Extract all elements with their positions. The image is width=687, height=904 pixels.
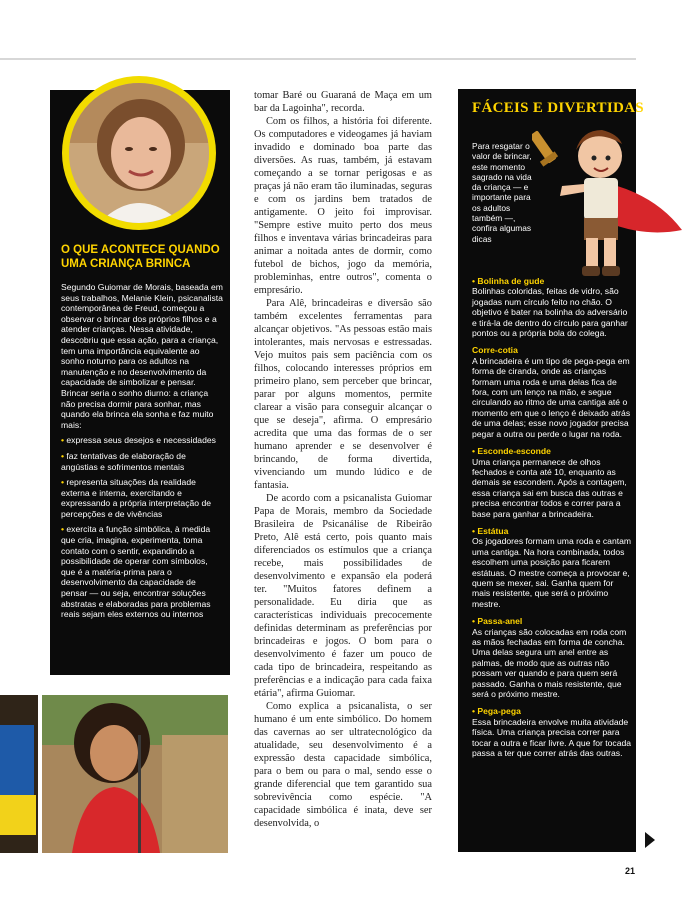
- portrait-photo: [69, 83, 209, 223]
- article-paragraph: Para Alê, brincadeiras e diversão são também excelentes ferramentas para alcançar objetivos. "As pessoas estão mais intolerantes, mais nervosas e estressadas. Vejo muitos pais sem paciência com os filhos, colocando interesses próprios em primeiro plano, sem perceber que brincar, parar por alguns momentos, permite clarear a visão para conseguir alcançar o que se deseja", afirma. O empresário acredita que uma das formas de o ser humano aprender e se desenvolver é brincando, de forma divertida, vivenciando um mundo lúdico e de fantasia.: [254, 298, 432, 491]
- game-text: Uma criança permanece de olhos fechados e conta até 10, enquanto as demais se escondem. Após a contagem, essa criança sai em busca das outras e precisa encontrar todos e correr para a base para ganhar a brincadeira.: [472, 456, 627, 519]
- portrait-frame: [62, 76, 216, 230]
- right-box-intro: Para resgatar o valor de brincar, este momento sagrado na vida da criança — e importante para os adultos também —, confira algumas dicas: [472, 141, 532, 244]
- article-paragraph: Como explica a psicanalista, o ser humano é um ente simbólico. Do homem das cavernas ao ser ultratecnológico da atualidade, seu desenvolvimento é a expressão desta capacidade simbólica, para o bem ou para o mal, sendo esse o grande diferencial que tem garantido sua sobrevivência como espécie. "A capacidade simbólica é inata, deve ser desenvolvida, o: [254, 701, 432, 829]
- game-title: • Passa-anel: [472, 616, 523, 627]
- game-item: [472, 345, 632, 439]
- left-box-bullet: • faz tentativas de elaboração de angústias e sofrimentos mentais: [61, 450, 186, 472]
- game-title: • Pega-pega: [472, 706, 521, 717]
- game-title: • Esconde-esconde: [472, 446, 551, 457]
- game-title: • Bolinha de gude: [472, 276, 545, 286]
- article-paragraph: De acordo com a psicanalista Guiomar Papa de Morais, membro da Sociedade Brasileira de Psicanálise de Ribeirão Preto, Alê está certo, pois quanto mais diferenciados os estímulos que a criança recebe, mais possibilidades de desenvolvimento e expansão ela poderá ter. "Muitos fatores definem a personalidade. Eu diria que as características individuais precocemente definidas determinam as preferências por brincadeiras e jogos. O bom para o desenvolvimento é fazer um pouco de cada tipo de brincadeira, respeitando as preferências e a indicação para cada faixa etária", afirma Guiomar.: [254, 493, 432, 699]
- child-photo: [42, 695, 228, 853]
- game-text: Os jogadores formam uma roda e cantam uma cantiga. Na hora combinada, todos escolhem uma posição para ficarem estátuas. O mestre começa a provocar e, quem se mexer, sai. Ganha quem for mais resistente, que será o próximo mestre.: [472, 536, 632, 609]
- right-box-title: FÁCEIS E DIVERTIDAS: [472, 100, 644, 116]
- page-number: 21: [625, 866, 636, 876]
- left-box-bullet: • exercita a função simbólica, à medida que cria, imagina, experimenta, toma contato com o sentir, expandindo a possibilidade de operar com símbolos, que é a matéria-prima para o desenvolvimento da capacidade de pensar — ou seja, encontrar soluções abstratas e elaboradas para problemas reais sejam eles externos ou internos: [61, 524, 211, 620]
- game-text: A brincadeira é um tipo de pega-pega em forma de ciranda, onde as crianças formam uma roda e uma delas fica de fora, com um lenço na mão, e segue circulando ao ritmo de uma cantiga até o momento em que o lenço é deixado atrás de uma delas; esse novo jogador precisa pegar a outra ou perde o lugar na roda.: [472, 355, 631, 439]
- superhero-kid-illustration: [532, 120, 682, 278]
- games-list: [472, 276, 632, 765]
- article-column: [254, 89, 432, 830]
- game-item: [472, 706, 632, 758]
- game-item: [472, 446, 632, 519]
- playground-photo: [0, 695, 38, 853]
- article-paragraph: Com os filhos, a história foi diferente. Os computadores e videogames já haviam invadido e dominado boa parte das diversões. As ruas, também, já estavam começando a se tornar perigosas e as praças já não eram tão iluminadas, seguras e com os jardins bem tratados de antigamente. O jeito foi improvisar. "Sempre estive muito perto dos meus filhos e inventava várias brincadeiras para animar a noitada antes de dormir, como futebol de bichos, jogo da memória, probleminhas, entre outros", comenta o empresário.: [254, 116, 432, 296]
- article-paragraph: tomar Baré ou Guaraná de Maça em um bar da Lagoinha", recorda.: [254, 90, 432, 114]
- left-box-body: [61, 282, 223, 625]
- left-box-bullet: • representa situações da realidade externa e interna, exercitando e expressando a própria interpretação de percepções e de vivências: [61, 477, 212, 519]
- left-box-bullet: • expressa seus desejos e necessidades: [61, 435, 216, 446]
- left-box-paragraph: Segundo Guiomar de Morais, baseada em seus trabalhos, Melanie Klein, psicanalista contemporânea de Freud, começou a observar o brincar dos próprios filhos e a atender crianças. Nessa atividade, descobriu que essa ação, para a criança, tem uma importância equivalente ao sonho noturno para os adultos na manutenção e no desenvolvimento da capacidade de simbolizar e pensar. Brincar seria o sonho diurno: a criança não precisa dormir para sonhar, mas quando ela brinca ela sonha e faz muito mais:: [61, 282, 223, 430]
- game-text: Bolinhas coloridas, feitas de vidro, são jogadas num círculo feito no chão. O objetivo é bater na bolinha do adversário e tirá-la de dentro do círculo para ganhar pontos ou a própria bola do colega.: [472, 286, 628, 339]
- game-item: [472, 526, 632, 609]
- game-title: • Estátua: [472, 525, 509, 536]
- left-box-heading: O QUE ACONTECE QUANDO UMA CRIANÇA BRINCA: [61, 244, 220, 270]
- game-item: [472, 616, 632, 699]
- game-text: Essa brincadeira envolve muita atividade física. Uma criança precisa correr para tocar a outra e ficar livre. A que for tocada passa a ter que correr atrás das outras.: [472, 716, 632, 759]
- game-text: As crianças são colocadas em roda com as mãos fechadas em forma de concha. Uma delas segura um anel entre as palmas, de modo que as outras não possam ver quando e para quem será passado. Ganha o mais resistente, que será o próximo mestre.: [472, 626, 627, 700]
- next-page-arrow-icon: [645, 832, 655, 848]
- top-rule: [0, 58, 636, 60]
- game-title: Corre-cotia: [472, 345, 518, 356]
- game-item: [472, 276, 632, 338]
